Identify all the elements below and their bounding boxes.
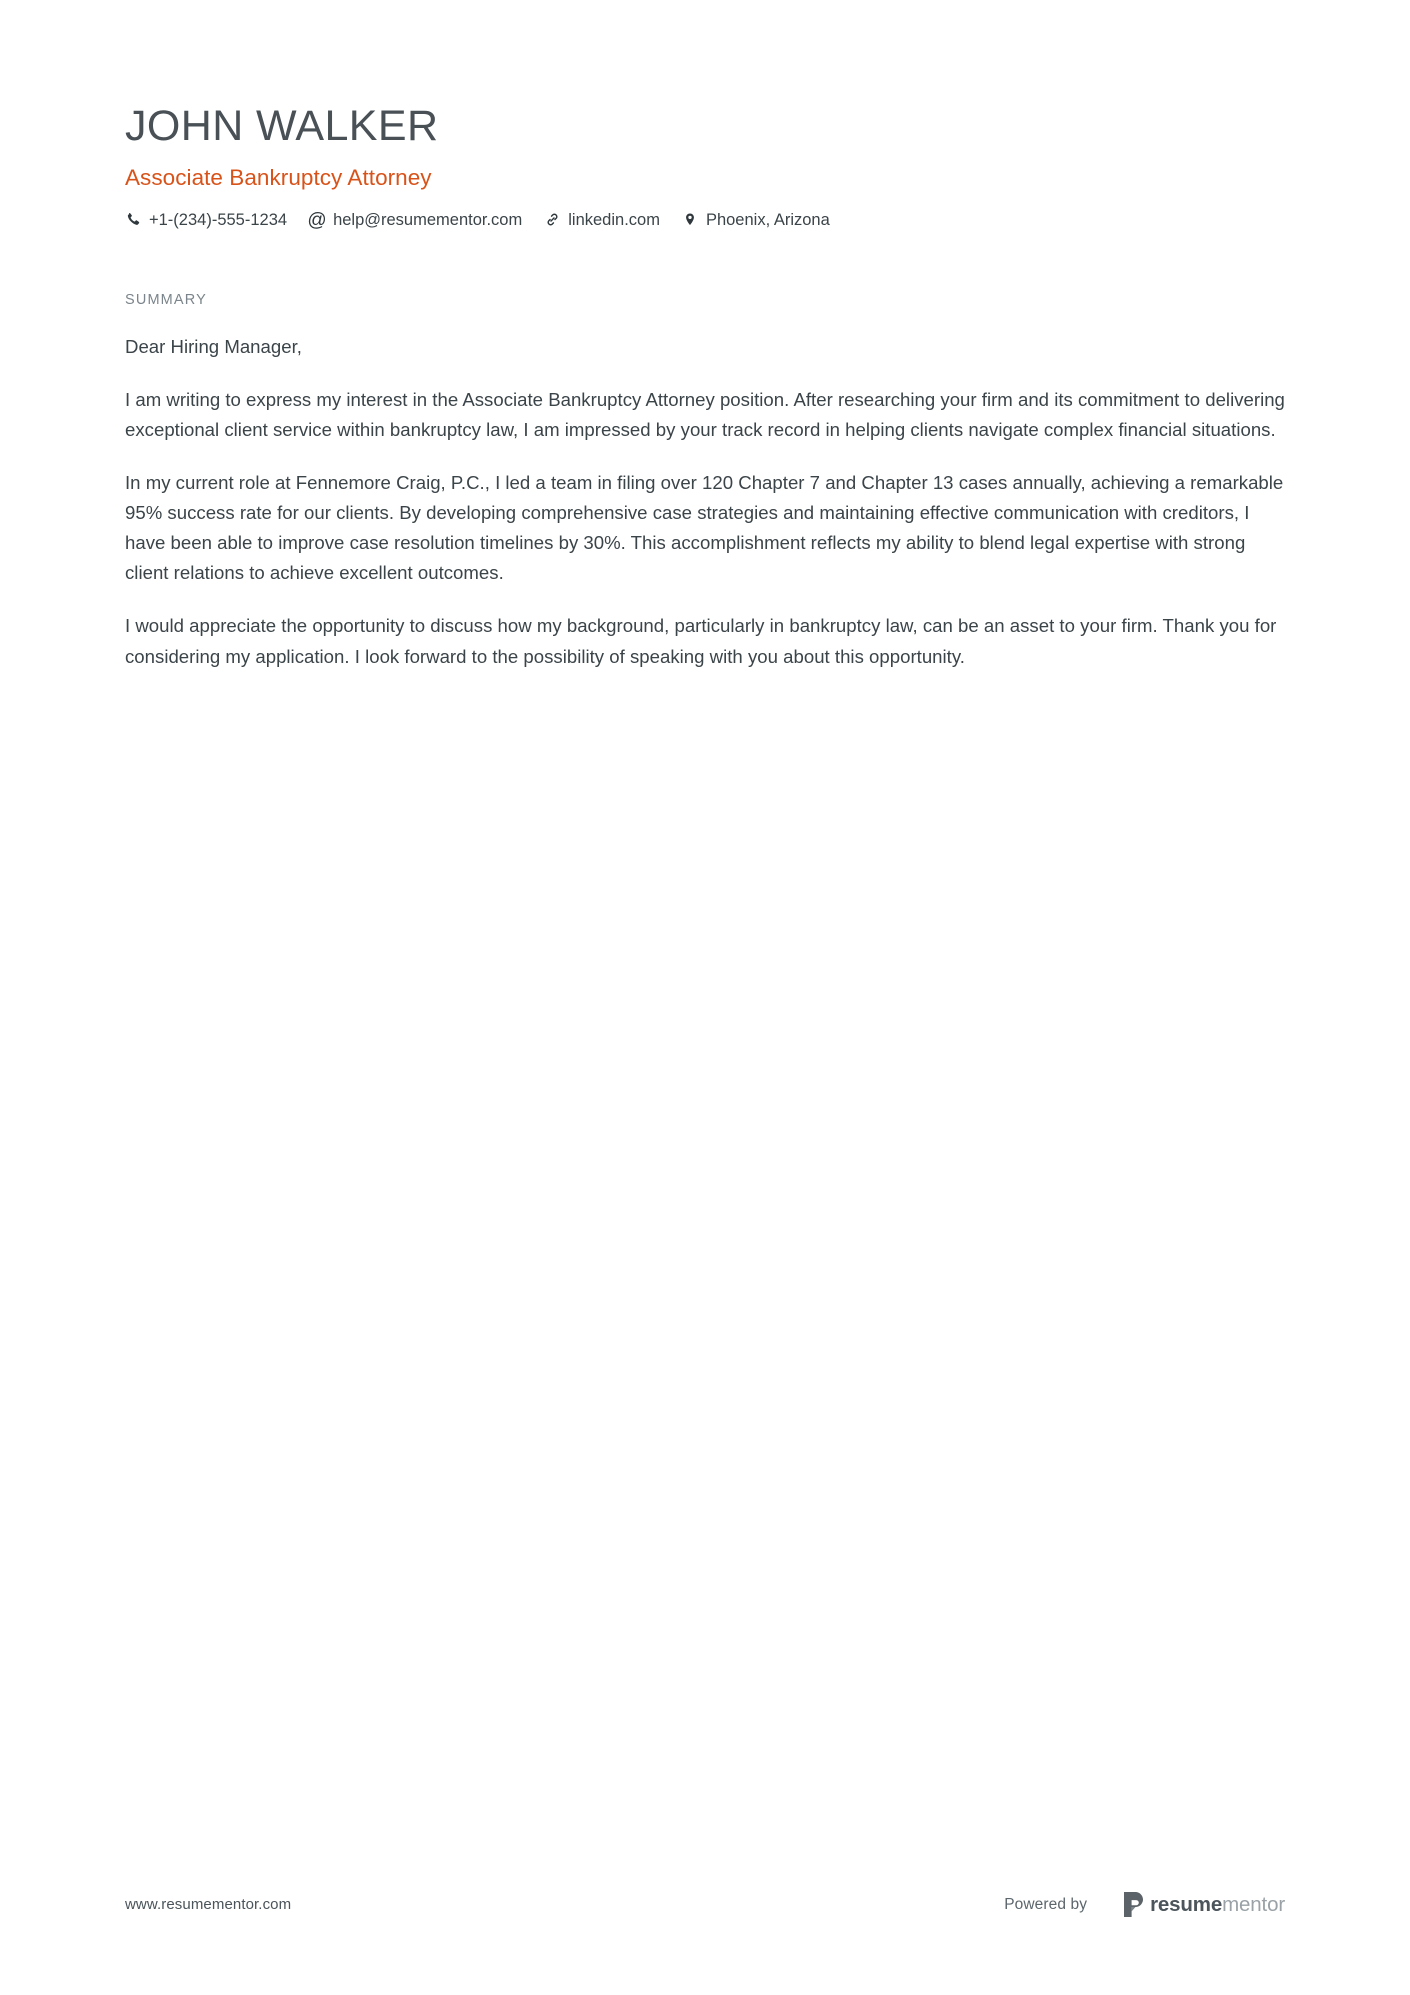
letter-paragraph-1: I am writing to express my interest in the Associate Bankruptcy Attorney position. After researching your firm and its commitment to delivering exceptional client service within bankruptcy law, I am impressed by your track record in helping clients navigate complex financial situations. bbox=[125, 388, 1285, 440]
location-icon bbox=[682, 211, 698, 227]
email-icon: @ bbox=[307, 209, 327, 231]
contact-link[interactable] bbox=[544, 211, 660, 228]
contact-location-value: Phoenix, Arizona bbox=[705, 210, 830, 229]
contact-email[interactable] bbox=[307, 209, 523, 231]
powered-by-label: Powered by bbox=[1004, 1895, 1088, 1913]
letter-body bbox=[125, 332, 1285, 672]
resumementor-logo[interactable] bbox=[1124, 1892, 1285, 1917]
contact-phone-value: +1-(234)-555-1234 bbox=[149, 210, 288, 229]
document-footer bbox=[125, 1892, 1285, 1917]
contact-phone[interactable] bbox=[125, 211, 287, 228]
document-header bbox=[125, 0, 1285, 231]
logo-light-part: mentor bbox=[1222, 1893, 1285, 1917]
page-title: JOHN WALKER bbox=[125, 102, 439, 150]
link-icon bbox=[544, 211, 560, 227]
letter-paragraph-2: In my current role at Fennemore Craig, P.C., I led a team in filing over 120 Chapter 7 and Chapter 13 cases annually, achieving a remarkable 95% success rate for our clients. By developing comprehensive case strategies and maintaining effective communication with creditors, I have been able to improve case resolution timelines by 30%. This accomplishment reflects my ability to blend legal expertise with strong client relations to achieve excellent outcomes. bbox=[125, 471, 1284, 584]
contact-email-value: help@resumementor.com bbox=[333, 210, 523, 229]
footer-brand bbox=[1004, 1892, 1285, 1917]
footer-website-url[interactable]: www.resumementor.com bbox=[125, 1896, 292, 1913]
job-title: Associate Bankruptcy Attorney bbox=[125, 165, 432, 191]
resumementor-wordmark bbox=[1150, 1895, 1285, 1916]
section-title-summary: SUMMARY bbox=[125, 291, 207, 308]
phone-icon bbox=[125, 211, 141, 227]
logo-bold-part: resume bbox=[1150, 1893, 1223, 1917]
letter-paragraph-3: I would appreciate the opportunity to discuss how my background, particularly in bankruptcy law, can be an asset to your firm. Thank you for considering my application. I look forward to the possibility of speaking with you about this opportunity. bbox=[125, 615, 1277, 667]
contact-location[interactable] bbox=[682, 211, 830, 228]
contact-link-value: linkedin.com bbox=[568, 210, 660, 229]
summary-section bbox=[125, 292, 1285, 672]
resumementor-mark-icon bbox=[1124, 1892, 1143, 1917]
letter-salutation: Dear Hiring Manager, bbox=[125, 335, 302, 357]
contact-row bbox=[125, 209, 1285, 231]
